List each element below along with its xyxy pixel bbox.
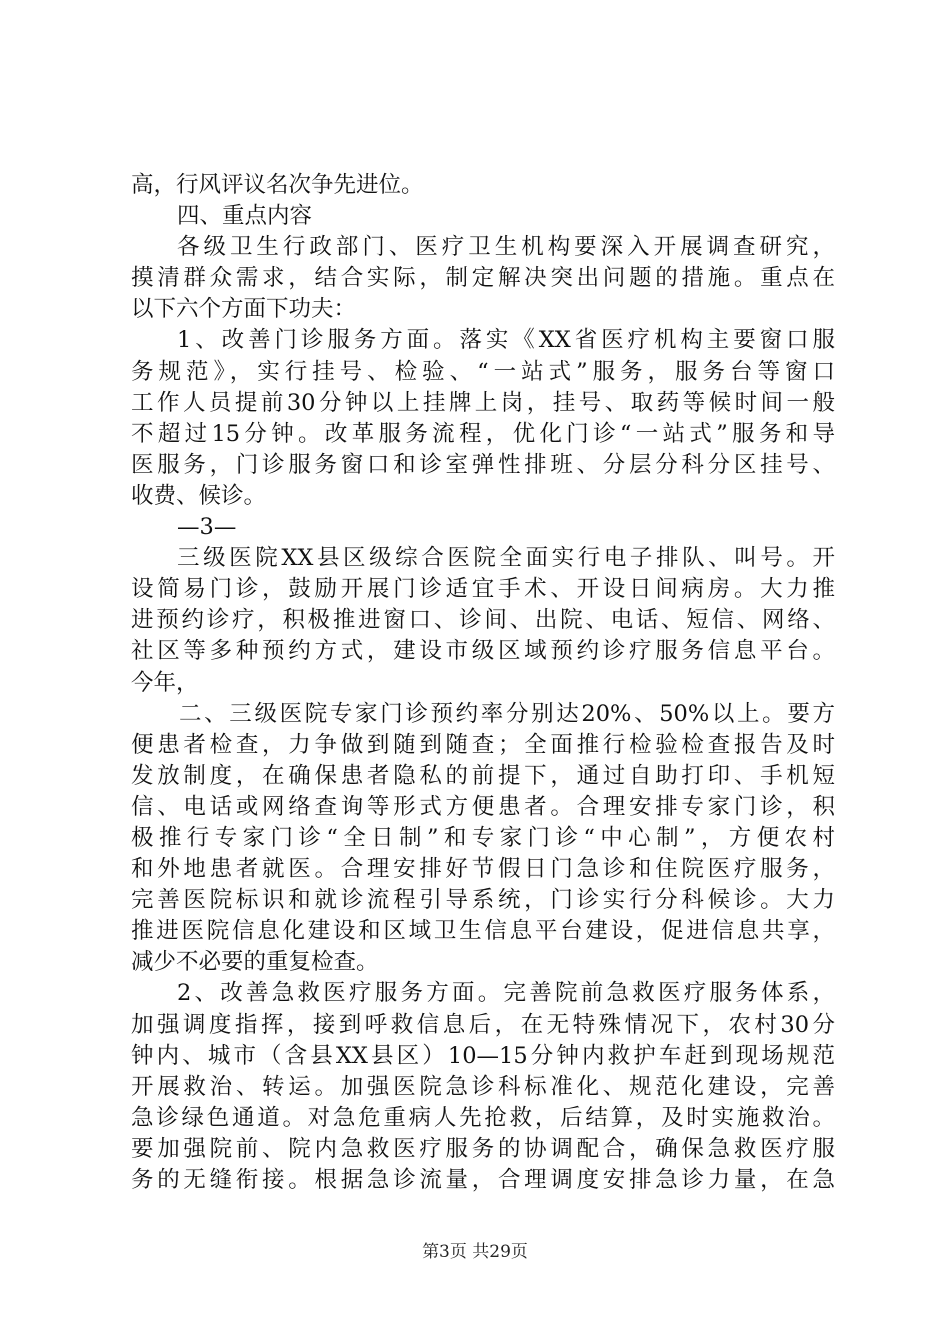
text-line: 要加强院前、院内急救医疗服务的协调配合，确保急救医疗服 [131,1135,835,1162]
text-line: 急诊绿色通道。对急危重病人先抢救，后结算，及时实施救治。 [131,1104,835,1131]
text-line: 和外地患者就医。合理安排好节假日门急诊和住院医疗服务， [131,856,835,883]
page-footer: 第3页 共29页 [422,1242,528,1262]
text-line: 完善医院标识和就诊流程引导系统，门诊实行分科候诊。大力 [131,887,835,914]
text-line: 不超过15分钟。改革服务流程，优化门诊“一站式”服务和导 [131,420,835,447]
document-body [131,170,835,1196]
text-line: 摸清群众需求，结合实际，制定解决突出问题的措施。重点在 [131,265,835,292]
text-line: 信、电话或网络查询等形式方便患者。合理安排专家门诊，积 [131,793,835,820]
text-line: 推进医院信息化建设和区域卫生信息平台建设，促进信息共享， [131,918,835,945]
text-line: 医服务，门诊服务窗口和诊室弹性排班、分层分科分区挂号、 [131,451,835,478]
text-line: 今年， [131,669,199,696]
text-line: 进预约诊疗，积极推进窗口、诊间、出院、电话、短信、网络、 [131,607,835,634]
text-line: 四、重点内容 [177,203,313,230]
text-line: 1、改善门诊服务方面。落实《XX省医疗机构主要窗口服 [177,327,835,354]
text-line: 2、改善急救医疗服务方面。完善院前急救医疗服务体系， [177,980,835,1007]
text-line: 高，行风评议名次争先进位。 [131,172,424,198]
text-line: —3— [177,514,237,541]
text-line: 三级医院XX县区级综合医院全面实行电子排队、叫号。开 [177,545,835,572]
text-line: 二、三级医院专家门诊预约率分别达20%、50%以上。要方 [179,700,835,727]
text-line: 发放制度，在确保患者隐私的前提下，通过自助打印、手机短 [131,762,835,789]
text-line: 社区等多种预约方式，建设市级区域预约诊疗服务信息平台。 [131,638,835,665]
text-line: 减少不必要的重复检查。 [131,949,379,976]
text-line: 以下六个方面下功夫： [131,296,357,323]
text-line: 钟内、城市（含县XX县区）10—15分钟内救护车赶到现场规范 [131,1042,835,1069]
text-line: 加强调度指挥，接到呼救信息后，在无特殊情况下，农村30分 [131,1011,835,1038]
text-line: 开展救治、转运。加强医院急诊科标准化、规范化建设，完善 [131,1073,835,1100]
text-line: 各级卫生行政部门、医疗卫生机构要深入开展调查研究， [177,234,835,261]
text-line: 务规范》，实行挂号、检验、“一站式”服务，服务台等窗口 [131,358,835,385]
text-line: 极推行专家门诊“全日制”和专家门诊“中心制”，方便农村 [131,824,835,851]
text-line: 务的无缝衔接。根据急诊流量，合理调度安排急诊力量，在急 [131,1167,835,1193]
text-line: 收费、候诊。 [131,482,267,509]
text-line: 设简易门诊，鼓励开展门诊适宜手术、开设日间病房。大力推 [131,576,835,603]
text-line: 工作人员提前30分钟以上挂牌上岗，挂号、取药等候时间一般 [131,389,835,416]
text-line: 便患者检查，力争做到随到随查；全面推行检验检查报告及时 [131,731,835,758]
